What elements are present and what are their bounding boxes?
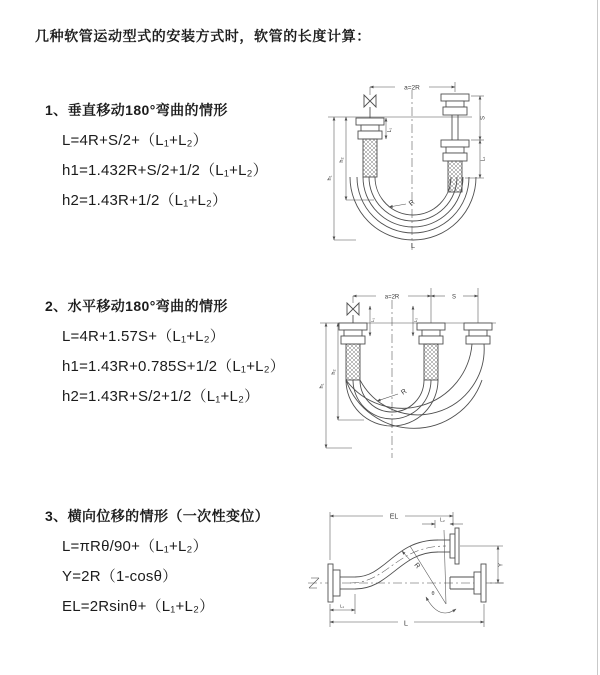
diagram-lateral-displacement — [298, 502, 598, 650]
left-fitting — [339, 323, 367, 380]
section-3 — [45, 506, 320, 622]
formula-line: L=πRθ/90+（L₁+L₂） — [62, 538, 208, 555]
formula-line: h2=1.43R+S/2+1/2（L₁+L₂） — [62, 388, 260, 405]
dimension-h1 — [327, 117, 356, 240]
dimension-el — [330, 512, 453, 560]
section-1-heading: 1、垂直移动180°弯曲的情形 — [45, 102, 228, 118]
section-2-heading: 2、水平移动180°弯曲的情形 — [45, 298, 228, 314]
right-fitting — [464, 323, 492, 344]
braided-hose-middle — [424, 344, 438, 380]
dim-label-l1: L₁ — [387, 127, 393, 133]
valve-icon — [347, 296, 359, 323]
dim-label-theta: θ — [431, 591, 435, 597]
upper-flange — [438, 528, 459, 564]
construction-lines — [410, 530, 456, 613]
section-2 — [45, 296, 320, 412]
dim-label-l2: L₂ — [413, 317, 418, 323]
dim-label-l1: L₁ — [339, 603, 345, 609]
radius-callout — [377, 388, 408, 401]
formula-line: h2=1.43R+1/2（L₁+L₂） — [62, 192, 228, 209]
formula-line: h1=1.432R+S/2+1/2（L₁+L₂） — [62, 162, 268, 179]
formula-line: h1=1.43R+0.785S+1/2（L₁+L₂） — [62, 358, 285, 375]
dim-label-s: S — [480, 115, 487, 121]
diagram-horizontal-180-bend — [306, 280, 598, 462]
dimension-l2 — [422, 518, 463, 529]
left-fitting — [356, 118, 384, 177]
section-1 — [45, 100, 320, 216]
dim-label-r: R — [407, 198, 417, 208]
formula-line: Y=2R（1-cosθ） — [62, 568, 178, 585]
dimension-l — [330, 604, 484, 628]
dim-label-a2r: a=2R — [384, 294, 400, 301]
scan-edge-artifact — [597, 0, 598, 675]
dim-label-h1: h₁ — [319, 383, 325, 389]
dim-label-s: S — [451, 294, 457, 301]
small-dimensions — [370, 306, 418, 336]
dim-label-r: R — [412, 561, 422, 571]
radius-callout — [389, 199, 416, 208]
diagram-vertical-180-bend — [312, 74, 595, 252]
dimension-l1 — [330, 594, 355, 614]
dim-label-h2: h₂ — [331, 369, 337, 375]
dim-label-y: Y — [498, 562, 505, 568]
dim-label-l2: L₂ — [480, 156, 487, 162]
section-3-heading: 3、横向位移的情形（一次性变位） — [45, 508, 270, 524]
hose-s-curve — [350, 540, 446, 589]
hose-arcs — [346, 344, 484, 428]
dimension-l1 — [386, 118, 393, 139]
dim-label-h2: h₂ — [339, 157, 345, 163]
dim-label-l: L — [403, 618, 409, 628]
formula-line: EL=2Rsinθ+（L₁+L₂） — [62, 598, 215, 615]
dim-label-l: L — [410, 241, 416, 250]
braided-hose-left — [363, 139, 377, 177]
dim-label-l2: L₂ — [440, 517, 445, 524]
formula-line: L=4R+S/2+（L₁+L₂） — [62, 132, 208, 149]
dimension-a2r — [353, 288, 478, 323]
middle-fitting — [417, 323, 445, 380]
dim-label-el: EL — [389, 513, 399, 521]
valve-icon — [364, 87, 376, 118]
dim-label-a2r: a=2R — [404, 84, 420, 92]
dim-label-h1: h₁ — [327, 175, 333, 181]
dim-label-r: R — [400, 388, 409, 397]
radius-callout — [402, 551, 421, 570]
dimension-a2r — [370, 82, 455, 92]
dim-label-l1: L₁ — [370, 317, 375, 323]
dimension-s — [471, 96, 487, 140]
formula-line: L=4R+1.57S+（L₁+L₂） — [62, 328, 225, 345]
page-title: 几种软管运动型式的安装方式时，软管的长度计算： — [35, 28, 371, 44]
right-fitting — [441, 94, 469, 192]
braided-hose-left — [346, 344, 360, 380]
